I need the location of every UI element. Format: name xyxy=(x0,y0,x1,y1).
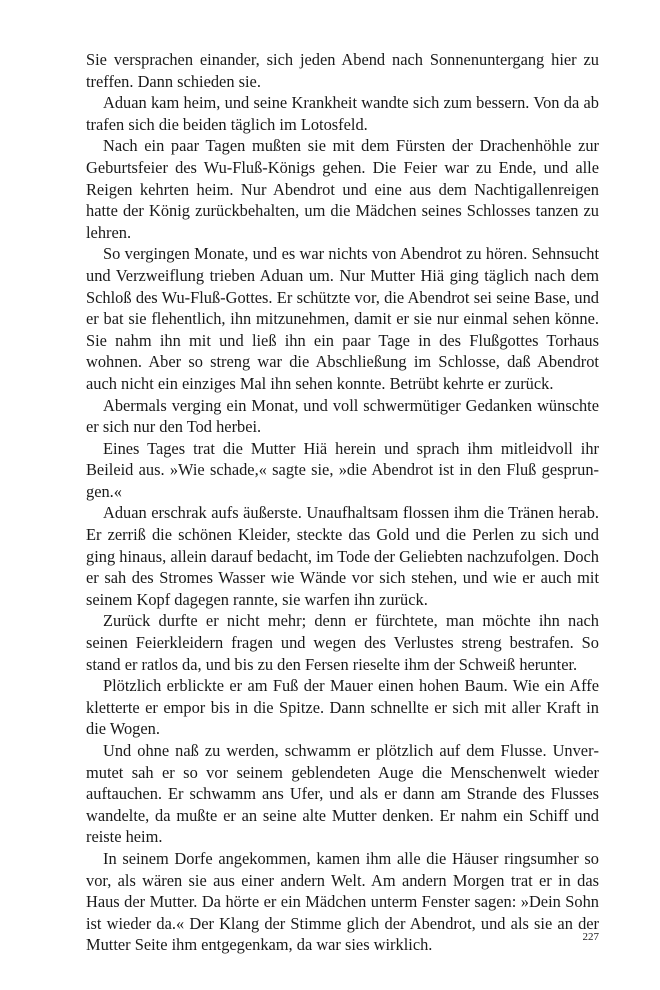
page-body xyxy=(86,49,599,956)
paragraph-5: Abermals verging ein Monat, und voll schwermütiger Gedanken wünschte er sich nur den Tod herbei. xyxy=(86,395,599,437)
paragraph-1: Sie versprachen einander, sich jeden Abend nach Sonnenuntergang hier zu treffen. Dann schieden sie. xyxy=(86,50,599,91)
paragraph-10: Und ohne naß zu werden, schwamm er plötzlich auf dem Flusse. Unvermutet sah er so vor seinem geblendeten Auge die Menschenwelt wieder auftauchen. Er schwamm ans Ufer, und als er dann am Strande des Flusses wandelte, da mußte er an seine alte Mutter denken. Er nahm ein Schiff und reiste heim. xyxy=(86,741,599,847)
paragraph-2: Aduan kam heim, und seine Krankheit wandte sich zum bessern. Von da ab trafen sich die beiden täglich im Lotosfeld. xyxy=(86,93,599,134)
paragraph-4: So vergingen Monate, und es war nichts von Abendrot zu hören. Sehnsucht und Verzweiflung trieben Aduan um. Nur Mutter Hiä ging täglich nach dem Schloß des Wu-Fluß-Gottes. Er schützte vor, die Abendrot sei seine Base, und er bat sie flehentlich, ihn mitzunehmen, damit er sie nur einmal sehen könne. Sie nahm ihn mit und ließ ihn ein paar Tage in des Flußgottes Torhaus wohnen. Aber so streng war die Abschließung im Schlosse, daß Abendrot auch nicht ein einziges Mal ihn sehen konnte. Betrübt kehrte er zurück. xyxy=(86,244,599,393)
paragraph-6: Eines Tages trat die Mutter Hiä herein und sprach ihm mitleidvoll ihr Beileid aus. »Wie schade,« sagte sie, »die Abendrot ist in den Fluß gesprungen.« xyxy=(86,438,599,501)
paragraph-3: Nach ein paar Tagen mußten sie mit dem Fürsten der Drachenhöhle zur Geburtsfeier des Wu-Fluß-Königs gehen. Die Feier war zu Ende, und alle Reigen kehrten heim. Nur Abendrot und eine aus dem Nachtigallenreigen hatte der König zurückbehalten, um die Mädchen seines Schlosses tanzen zu lehren. xyxy=(86,136,599,242)
paragraph-9: Plötzlich erblickte er am Fuß der Mauer einen hohen Baum. Wie ein Affe kletterte er empor bis in die Spitze. Dann schnellte er sich mit aller Kraft in die Wogen. xyxy=(86,676,599,739)
paragraph-7: Aduan erschrak aufs äußerste. Unaufhaltsam flossen ihm die Tränen herab. Er zerriß die schönen Kleider, steckte das Gold und die Perlen zu sich und ging hinaus, allein darauf bedacht, im Tode der Geliebten nachzufolgen. Doch er sah des Stromes Wasser wie Wände vor sich stehen, und wie er auch mit seinem Kopf dagegen rannte, sie warfen ihn zurück. xyxy=(86,503,599,609)
paragraph-8: Zurück durfte er nicht mehr; denn er fürchtete, man möchte ihn nach seinen Feierkleidern fragen und wegen des Verlustes streng bestrafen. So stand er ratlos da, und bis zu den Fersen rieselte ihm der Schweiß herunter. xyxy=(86,611,599,674)
page-number: 227 xyxy=(582,931,599,943)
paragraph-11: In seinem Dorfe angekommen, kamen ihm alle die Häuser ringsumher so vor, als wären sie aus einer andern Welt. Am andern Morgen trat er in das Haus der Mutter. Da hörte er ein Mädchen unterm Fenster sagen: »Dein Sohn ist wieder da.« Der Klang der Stimme glich der Abendrot, und als sie an der Mutter Seite ihm entgegenkam, da war sies wirklich. xyxy=(86,848,599,955)
